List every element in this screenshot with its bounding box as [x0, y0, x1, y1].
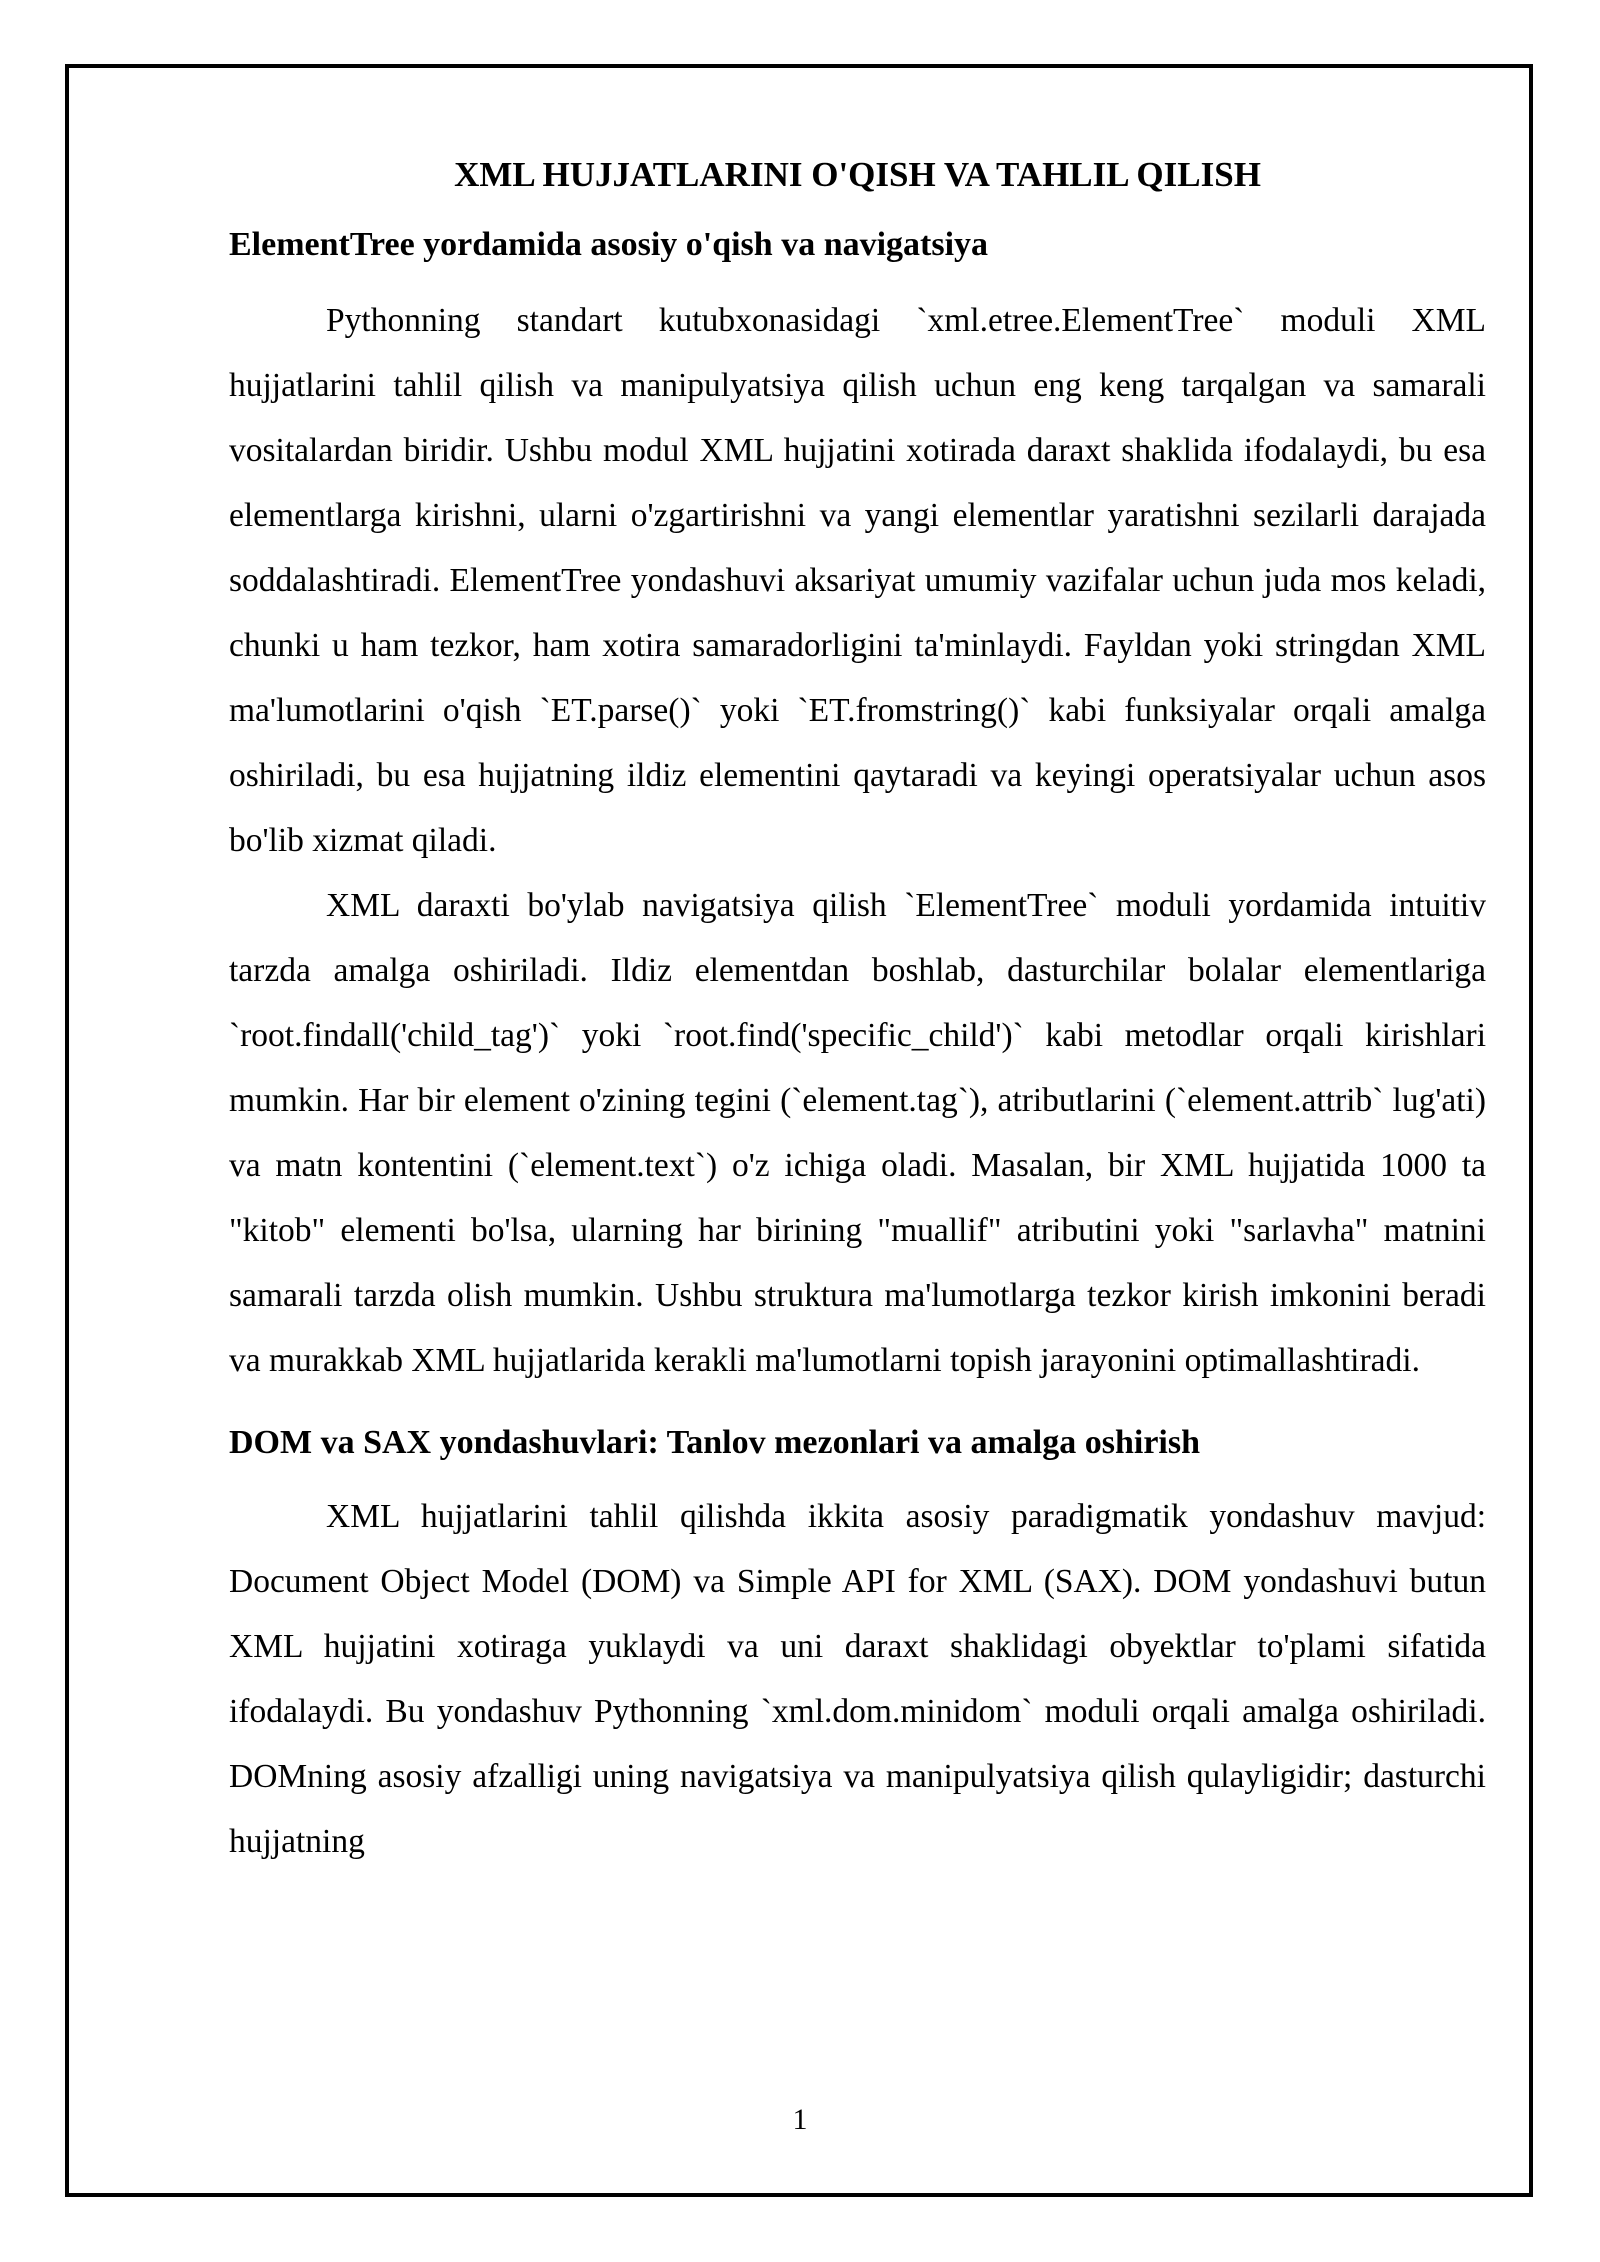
paragraph: XML hujjatlarini tahlil qilishda ikkita asosiy paradigmatik yondashuv mavjud: Document Object Model (DOM) va Simple API for XML (SAX). DOM yondashuvi butun XML hujjatini xotiraga yuklaydi va uni daraxt shaklidagi obyektlar to'plami sifatida ifodalaydi. Bu yondashuv Pythonning `xml.dom.minidom` moduli orqali amalga oshiriladi. DOMning asosiy afzalligi uning navigatsiya va manipulyatsiya qilish qulayligidir; dasturchi hujjatning	[229, 1498, 1486, 1860]
section-heading: DOM va SAX yondashuvlari: Tanlov mezonlari va amalga oshirish	[229, 1424, 1201, 1461]
paragraph: XML daraxti bo'ylab navigatsiya qilish `ElementTree` moduli yordamida intuitiv tarzda amalga oshiriladi. Ildiz elementdan boshlab, dasturchilar bolalar elementlariga `root.findall('child_tag')` yoki `root.find('specific_child')` kabi metodlar orqali kirishlari mumkin. Har bir element o'zining tegini (`element.tag`), atributlarini (`element.attrib` lug'ati) va matn kontentini (`element.text`) o'z ichiga oladi. Masalan, bir XML hujjatida 1000 ta "kitob" elementi bo'lsa, ularning har birining "muallif" atributini yoki "sarlavha" matnini samarali tarzda olish mumkin. Ushbu struktura ma'lumotlarga tezkor kirish imkonini beradi va murakkab XML hujjatlarida kerakli ma'lumotlarni topish jarayonini optimallashtiradi.	[229, 887, 1486, 1379]
page-number: 1	[792, 2103, 808, 2136]
page-content	[229, 150, 1486, 1874]
paragraph: Pythonning standart kutubxonasidagi `xml.etree.ElementTree` moduli XML hujjatlarini tahlil qilish va manipulyatsiya qilish uchun eng keng tarqalgan va samarali vositalardan biridir. Ushbu modul XML hujjatini xotirada daraxt shaklida ifodalaydi, bu esa elementlarga kirishni, ularni o'zgartirishni va yangi elementlar yaratishni sezilarli darajada soddalashtiradi. ElementTree yondashuvi aksariyat umumiy vazifalar uchun juda mos keladi, chunki u ham tezkor, ham xotira samaradorligini ta'minlaydi. Fayldan yoki stringdan XML ma'lumotlarini o'qish `ET.parse()` yoki `ET.fromstring()` kabi funksiyalar orqali amalga oshiriladi, bu esa hujjatning ildiz elementini qaytaradi va keyingi operatsiyalar uchun asos bo'lib xizmat qiladi.	[229, 302, 1486, 859]
section-heading: ElementTree yordamida asosiy o'qish va navigatsiya	[229, 226, 989, 263]
document-title: XML HUJJATLARINI O'QISH VA TAHLIL QILISH	[454, 155, 1261, 194]
